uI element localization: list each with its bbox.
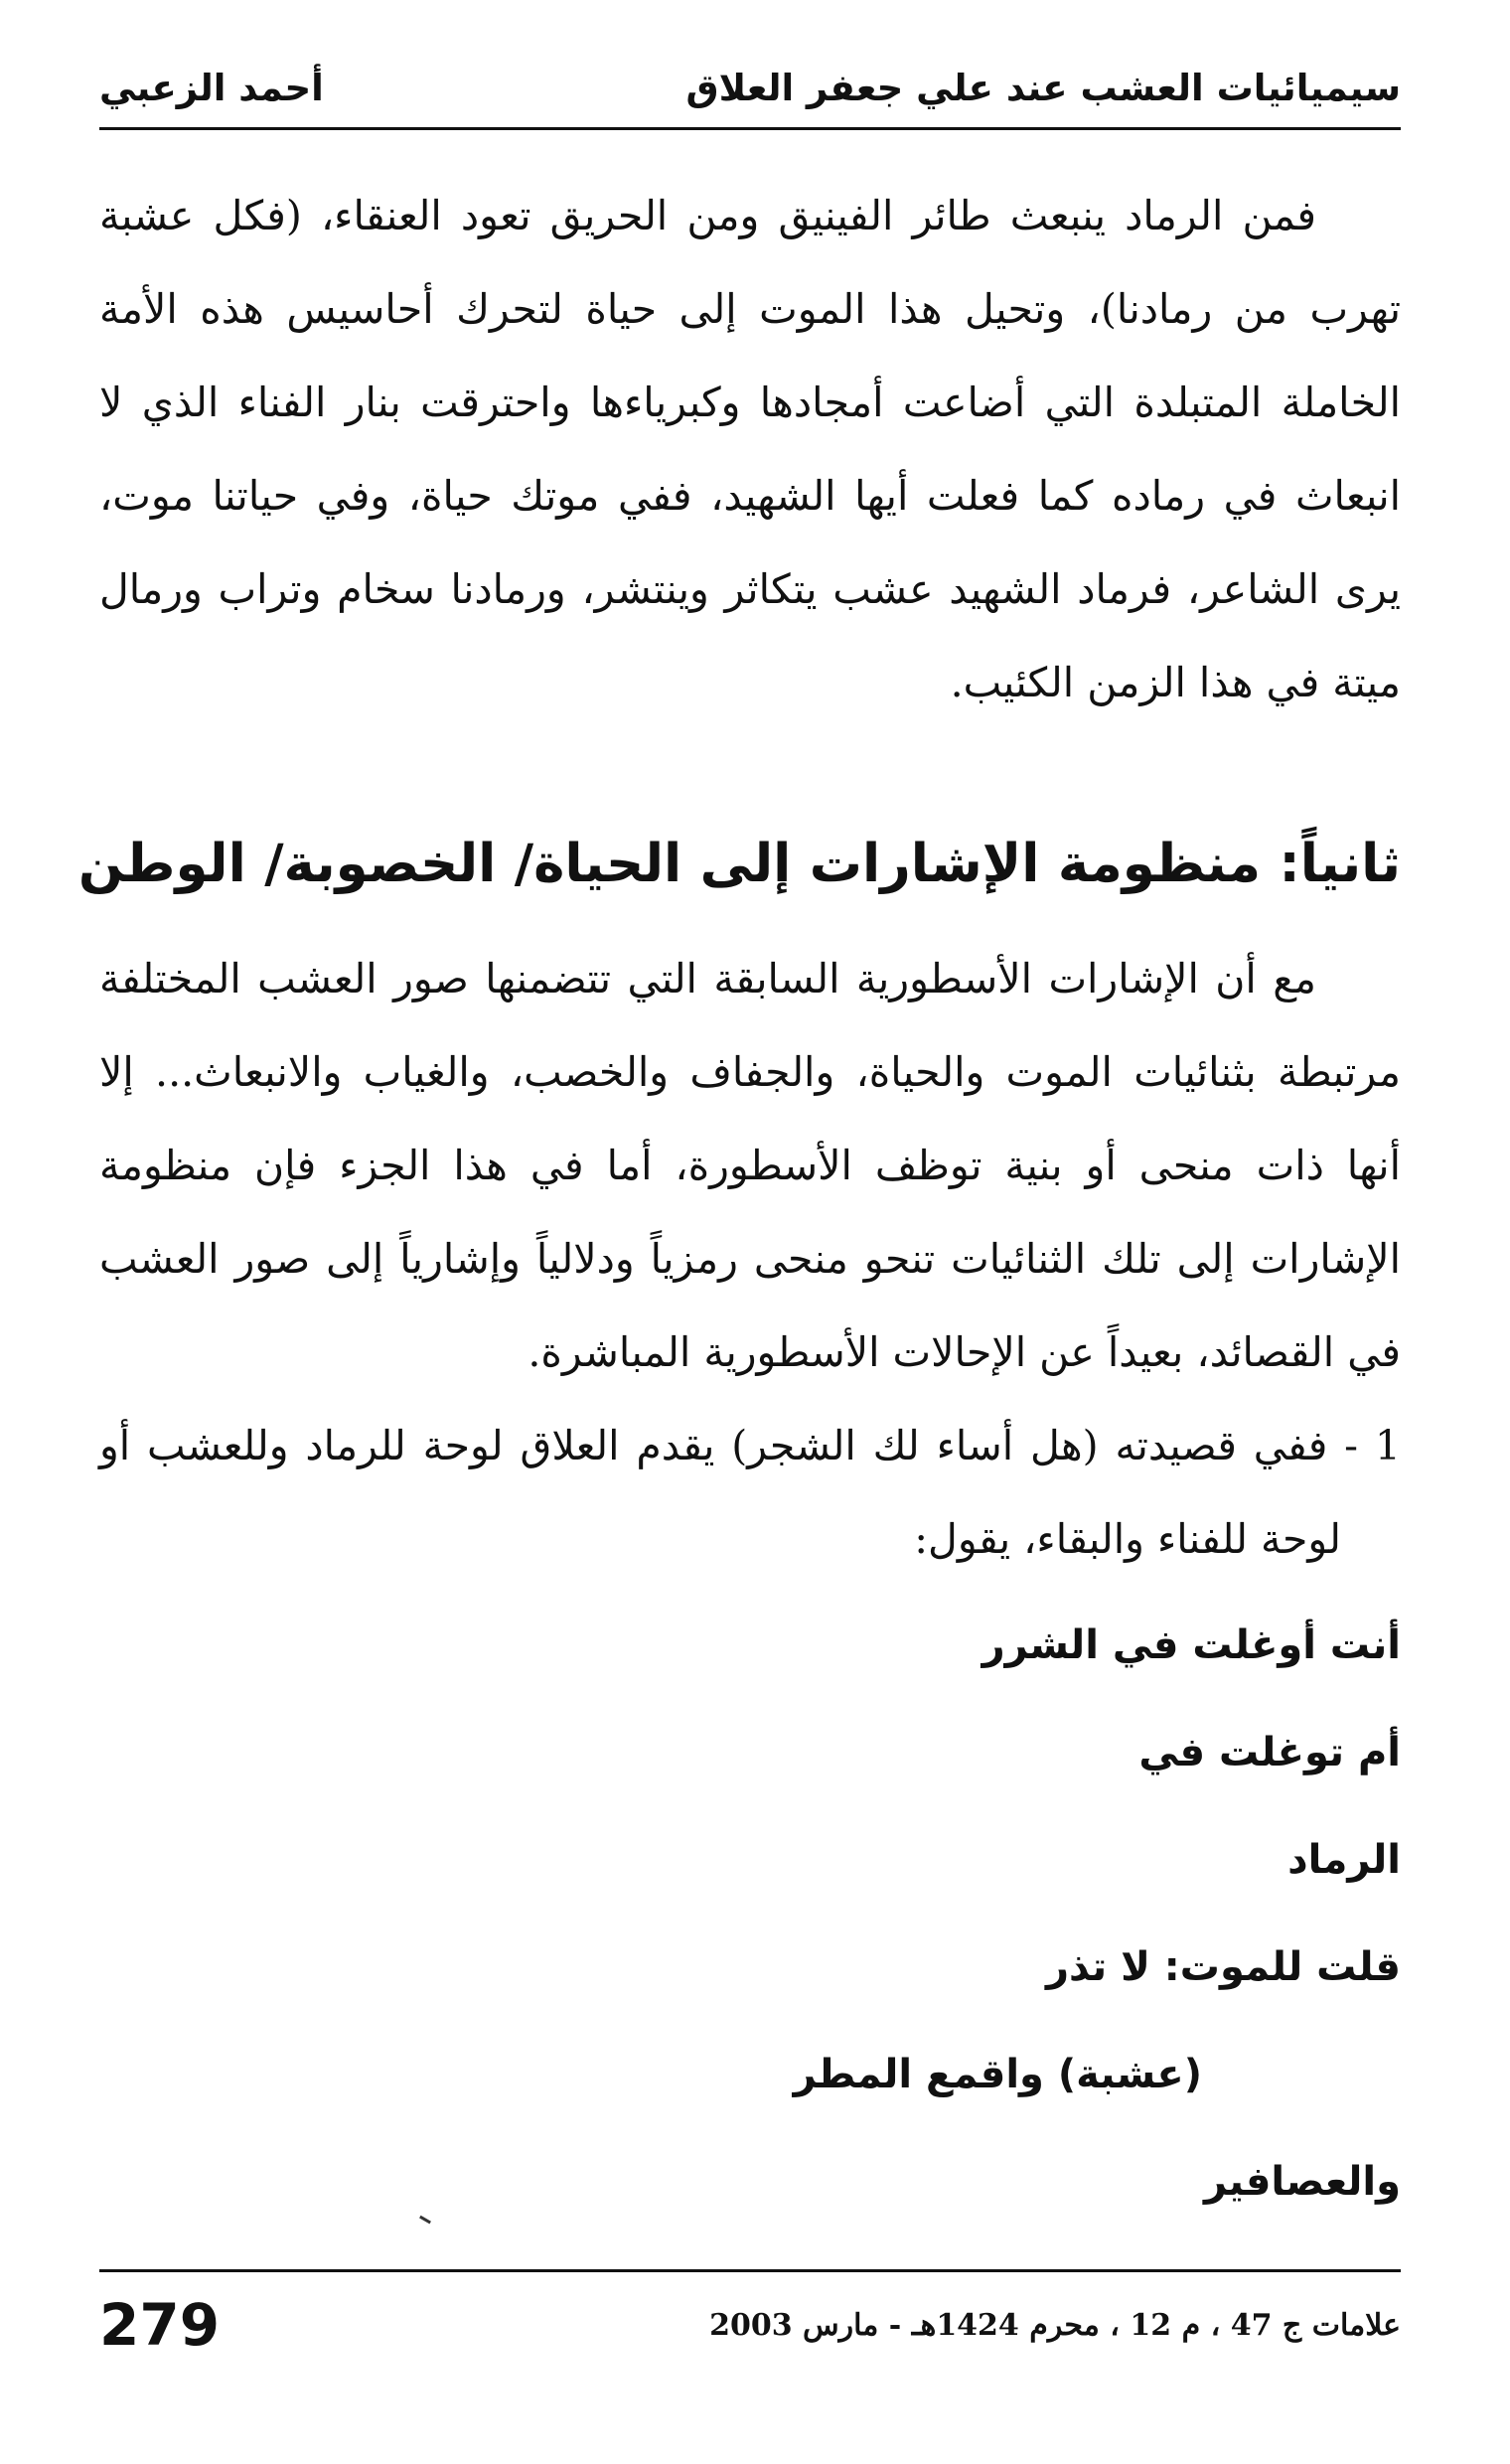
verse-line: والعصافير — [1203, 2159, 1401, 2205]
page-footer — [99, 2287, 1401, 2363]
author-name: أحمد الزعبي — [99, 66, 324, 109]
page-number: 279 — [99, 2291, 221, 2359]
verse-line: قلت للموت: لا تذر — [1045, 1944, 1401, 1990]
header-rule — [99, 127, 1401, 130]
footer-rule — [99, 2269, 1401, 2272]
page-body — [77, 169, 1401, 2235]
paragraph: فمن الرماد ينبعث طائر الفينيق ومن الحريق تعود العنقاء، (فكل عشبة تهرب من رمادنا)، وتحيل هذا الموت إلى حياة لتحرك أحاسيس هذه الأمة الخاملة المتبلدة التي أضاعت أمجادها وكبرياءها واحترقت بنار الفناء الذي لا انبعاث في رماده كما فعلت أيها الشهيد، ففي موتك حياة، وفي حياتنا موت، يرى الشاعر، فرماد الشهيد عشب يتكاثر وينتشر، ورمادنا سخام وتراب ورمال ميتة في هذا الزمن الكئيب. — [99, 192, 1401, 706]
verse-line: أم توغلت في — [1138, 1730, 1401, 1775]
poem-excerpt — [99, 1592, 1401, 2235]
verse-line: أنت أوغلت في الشرر — [982, 1622, 1401, 1668]
numbered-item: 1 - ففي قصيدته (هل أساء لك الشجر) يقدم العلاق لوحة للرماد وللعشب أو لوحة للفناء والبقاء، يقول: — [99, 1422, 1401, 1563]
article-title: سيميائيات العشب عند علي جعفر العلاق — [685, 66, 1401, 109]
document-page — [77, 40, 1401, 2424]
journal-info: علامات ج 47 ، م 12 ، محرم 1424هـ - مارس 2003 — [709, 2307, 1401, 2343]
verse-line: الرماد — [1287, 1837, 1401, 1883]
verse-line: (عشبة) واقمع المطر — [793, 2052, 1202, 2097]
running-header — [99, 58, 1401, 117]
section-heading: ثانياً: منظومة الإشارات إلى الحياة/ الخصوبة/ الوطن — [77, 834, 1401, 894]
paragraph: مع أن الإشارات الأسطورية السابقة التي تتضمنها صور العشب المختلفة مرتبطة بثنائيات الموت والحياة، والجفاف والخصب، والغياب والانبعاث... إلا أنها ذات منحى أو بنية توظف الأسطورة، أما في هذا الجزء فإن منظومة الإشارات إلى تلك الثنائيات تنحو منحى رمزياً ودلالياً وإشارياً إلى صور العشب في القصائد، بعيداً عن الإحالات الأسطورية المباشرة. — [99, 955, 1401, 1376]
